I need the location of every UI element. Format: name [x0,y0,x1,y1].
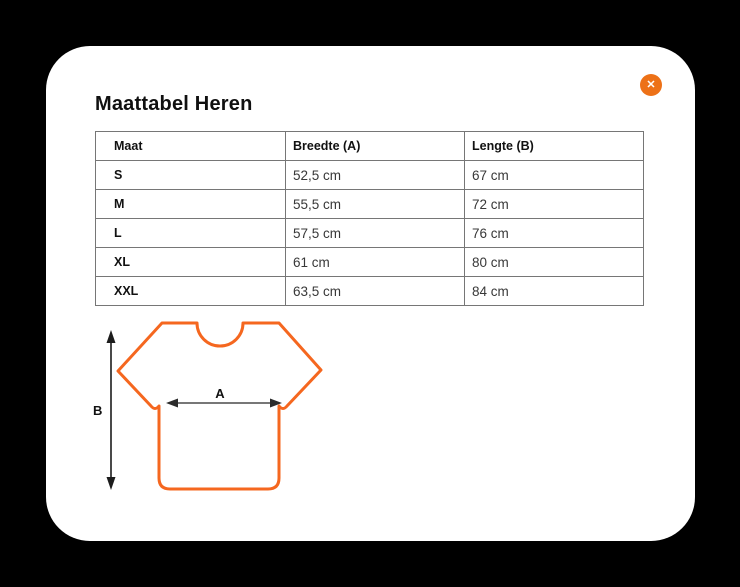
lengte-cell: 76 cm [465,219,644,248]
size-cell: M [96,190,286,219]
height-arrow-label: B [93,403,103,418]
table-row [96,219,644,248]
breedte-cell: 61 cm [286,248,465,277]
lengte-cell: 67 cm [465,161,644,190]
breedte-cell: 52,5 cm [286,161,465,190]
size-table [95,131,644,306]
modal-title: Maattabel Heren [95,93,253,115]
breedte-cell: 55,5 cm [286,190,465,219]
size-cell: XL [96,248,286,277]
table-row [96,248,644,277]
table-row [96,190,644,219]
width-arrow-label: A [215,386,225,401]
size-chart-modal [46,46,695,541]
column-header-breedte: Breedte (A) [286,132,465,161]
lengte-cell: 80 cm [465,248,644,277]
size-cell: XXL [96,277,286,306]
breedte-cell: 57,5 cm [286,219,465,248]
lengte-cell: 72 cm [465,190,644,219]
table-header-row [96,132,644,161]
close-icon: ✕ [646,79,656,91]
column-header-maat: Maat [96,132,286,161]
lengte-cell: 84 cm [465,277,644,306]
tshirt-measurement-diagram [90,315,335,497]
breedte-cell: 63,5 cm [286,277,465,306]
size-cell: S [96,161,286,190]
height-arrow [107,330,116,490]
size-cell: L [96,219,286,248]
tshirt-outline-shape [118,323,321,489]
table-row [96,161,644,190]
close-button[interactable] [640,74,662,96]
column-header-lengte: Lengte (B) [465,132,644,161]
table-row [96,277,644,306]
